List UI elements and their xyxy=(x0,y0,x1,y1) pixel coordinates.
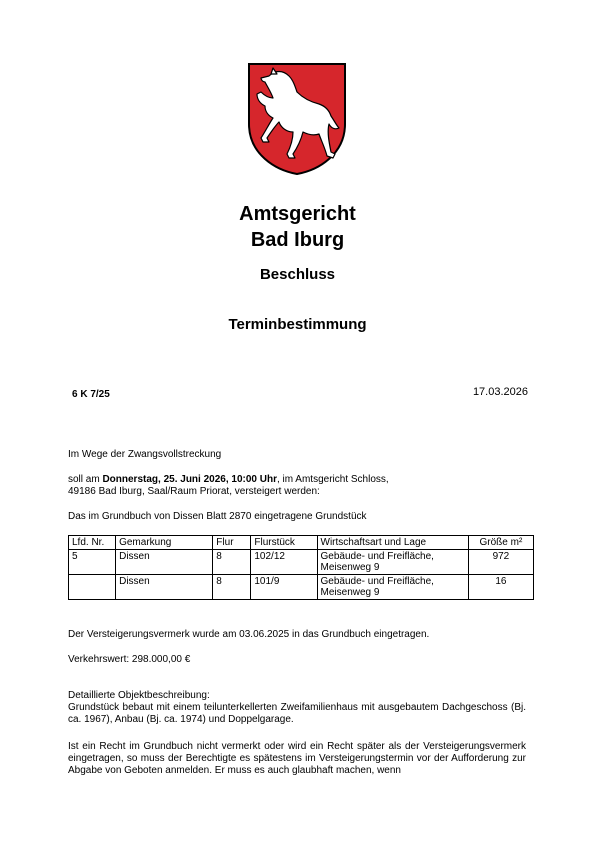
col-header-nr: Lfd. Nr. xyxy=(69,536,116,550)
court-name-line1: Amtsgericht xyxy=(239,203,356,225)
market-value: Verkehrswert: 298.000,00 € xyxy=(68,654,191,665)
file-number: 6 K 7/25 xyxy=(72,389,110,400)
cell-groesse: 972 xyxy=(468,550,533,575)
intro-text: Im Wege der Zwangsvollstreckung xyxy=(68,449,222,460)
cell-flur: 8 xyxy=(213,575,251,600)
property-intro: Das im Grundbuch von Dissen Blatt 2870 eingetragene Grundstück xyxy=(68,511,367,522)
cell-lage-line1: Gebäude- und Freifläche, xyxy=(320,576,434,587)
cell-flurstueck: 102/12 xyxy=(251,550,317,575)
auction-date: Donnerstag, 25. Juni 2026, 10:00 Uhr xyxy=(102,474,277,485)
court-name-line2: Bad Iburg xyxy=(250,229,345,251)
description-label: Detaillierte Objektbeschreibung: xyxy=(68,690,210,701)
table-row xyxy=(69,550,534,575)
table-row xyxy=(69,575,534,600)
col-header-gemarkung: Gemarkung xyxy=(116,536,213,550)
cell-lage-line1: Gebäude- und Freifläche, xyxy=(320,551,434,562)
auction-room: 49186 Bad Iburg, Saal/Raum Priorat, versteigert werden: xyxy=(68,486,320,497)
table-header-row xyxy=(69,536,534,550)
cell-lage-line2: Meisenweg 9 xyxy=(320,587,380,598)
cell-gemarkung: Dissen xyxy=(116,550,213,575)
cell-nr: 5 xyxy=(69,550,116,575)
col-header-groesse: Größe m² xyxy=(468,536,533,550)
object-description xyxy=(68,690,526,726)
rights-note: Ist ein Recht im Grundbuch nicht vermerkt oder wird ein Recht später als der Versteigerungsvermerk eingetragen, so muss der Berechtigte es spätestens im Versteigerungstermin vor der Aufforderung zur Abgabe von Geboten anmelden. Er muss es auch glaubhaft machen, wenn xyxy=(68,741,526,776)
cell-flurstueck: 101/9 xyxy=(251,575,317,600)
col-header-flur: Flur xyxy=(213,536,251,550)
auction-prefix: soll am xyxy=(68,474,103,485)
auction-location: , im Amtsgericht Schloss, xyxy=(276,474,389,485)
cell-groesse: 16 xyxy=(468,575,533,600)
registration-note: Der Versteigerungsvermerk wurde am 03.06.2025 in das Grundbuch eingetragen. xyxy=(68,629,430,640)
document-date: 17.03.2026 xyxy=(472,386,528,398)
col-header-flurstueck: Flurstück xyxy=(251,536,317,550)
cell-lage-line2: Meisenweg 9 xyxy=(320,562,380,573)
decision-title: Beschluss xyxy=(259,266,336,283)
cell-lage xyxy=(317,575,468,600)
description-text: Grundstück bebaut mit einem teilunterkellerten Zweifamilienhaus mit ausgebautem Dachgeschoss (Bj. ca. 1967), Anbau (Bj. ca. 1974) und Doppelgarage. xyxy=(68,702,526,725)
cell-lage xyxy=(317,550,468,575)
lower-saxony-horse-crest-icon xyxy=(247,62,347,176)
cell-flur: 8 xyxy=(213,550,251,575)
auction-paragraph xyxy=(68,474,526,498)
cell-gemarkung: Dissen xyxy=(116,575,213,600)
col-header-lage: Wirtschaftsart und Lage xyxy=(317,536,468,550)
parcel-table xyxy=(68,535,534,600)
subject-title: Terminbestimmung xyxy=(228,316,367,333)
cell-nr xyxy=(69,575,116,600)
